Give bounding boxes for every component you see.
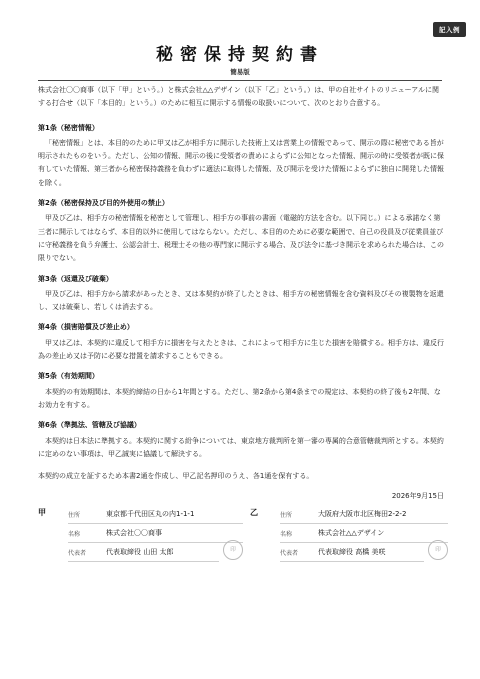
article-body: 「秘密情報」とは、本目的のために甲又は乙が相手方に開示した技術上又は営業上の情報であって、開示の際に秘密である旨が明示されたものをいう。ただし、公知の情報、開示の後に受領者の責めによらずに公知となった情報、開示の時に受領者が既に保有していた情報、第三者から秘密保持義務を負わずに適法に取得した情報、及び開示を受けた情報によらずに独自に開発した情報を除く。: [38, 138, 444, 187]
intro-paragraph: 株式会社〇〇商事（以下「甲」という。）と株式会社△△デザイン（以下「乙」という。）は、甲の自社サイトのリニューアルに関する打合せ（以下「本目的」という。）のために相互に開示する情報の取扱いについて、次のとおり合意する。: [38, 86, 440, 108]
field-underline: [280, 523, 448, 524]
field-underline: [280, 542, 448, 543]
party-b-name: 株式会社△△デザイン: [318, 529, 385, 537]
article-body: 本契約の有効期間は、本契約締結の日から1年間とする。ただし、第2条から第4条までの規定は、本契約の終了後も2年間、なお効力を有する。: [38, 387, 441, 409]
article-body: 甲又は乙は、本契約に違反して相手方に損害を与えたときは、これによって相手方に生じた損害を賠償する。相手方は、違反行為の差止め又は予防に必要な措置を請求することもできる。: [38, 338, 444, 361]
party-b-seal-mark: 印: [428, 540, 448, 560]
party-b-rep-row: [280, 545, 424, 562]
party-a-address: 東京都千代田区丸の内1-1-1: [106, 510, 195, 518]
article-body: 本契約は日本法に準拠する。本契約に関する紛争については、東京地方裁判所を第一審の専属的合意管轄裁判所とする。本契約に定めのない事項は、甲乙誠実に協議して解決する。: [38, 436, 444, 458]
party-a-rep: 代表取締役 山田 太郎: [106, 548, 174, 556]
name-label: 名称: [68, 531, 81, 538]
party-b-address-row: [280, 507, 448, 524]
contract-date: 2026年9月15日: [391, 492, 444, 501]
article-heading: 第1条（秘密情報）: [38, 123, 99, 132]
field-underline: [68, 561, 219, 562]
party-a-address-row: [68, 507, 243, 524]
party-a-block: [38, 507, 243, 567]
closing-statement: 本契約の成立を証するため本書2通を作成し、甲乙記名押印のうえ、各1通を保有する。: [38, 472, 314, 481]
party-b-mark: 乙: [250, 508, 258, 517]
article-5: [38, 370, 444, 412]
article-3: [38, 273, 444, 315]
party-b-rep: 代表取締役 高橋 美咲: [318, 548, 386, 556]
address-label: 住所: [68, 512, 81, 519]
document-subtitle: 簡易版: [230, 68, 250, 76]
field-underline: [68, 542, 243, 543]
article-body: 甲及び乙は、相手方から請求があったとき、又は本契約が終了したときは、相手方の秘密情報を含む資料及びその複製物を返還し、又は破棄し、若しくは消去する。: [38, 289, 444, 312]
party-a-name-row: [68, 526, 243, 543]
party-a-name: 株式会社〇〇商事: [106, 529, 162, 537]
article-6: [38, 419, 444, 461]
party-b-name-row: [280, 526, 448, 543]
rep-label: 代表者: [68, 550, 87, 557]
field-underline: [280, 561, 424, 562]
party-a-seal-mark: 印: [223, 540, 243, 560]
signature-section: [38, 507, 448, 567]
party-a-rep-row: [68, 545, 219, 562]
title-divider: [38, 80, 442, 81]
article-1: [38, 122, 444, 190]
address-label: 住所: [280, 512, 293, 519]
article-heading: 第5条（有効期間）: [38, 372, 99, 381]
sample-badge: 記入例: [433, 22, 466, 37]
document-title: 秘密保持契約書: [156, 45, 324, 65]
article-2: [38, 197, 444, 265]
article-body: 甲及び乙は、相手方の秘密情報を秘密として管理し、相手方の事前の書面（電磁的方法を含む。以下同じ。）による承諾なく第三者に開示してはならず、本目的以外に使用してはならない。ただし、本目的のために必要な範囲で、自己の役員及び従業員並びに守秘義務を負う弁護士、公認会計士、税理士その他の専門家に開示する場合、及び法令に基づき開示を求められた場合は、この限りでない。: [38, 214, 444, 263]
article-heading: 第4条（損害賠償及び差止め）: [38, 323, 134, 332]
article-4: [38, 321, 444, 363]
article-heading: 第6条（準拠法、管轄及び協議）: [38, 421, 141, 430]
document-body: [38, 84, 444, 504]
name-label: 名称: [280, 531, 293, 538]
field-underline: [68, 523, 243, 524]
article-heading: 第2条（秘密保持及び目的外使用の禁止）: [38, 199, 169, 208]
party-a-mark: 甲: [38, 508, 46, 517]
party-b-block: [250, 507, 448, 567]
article-heading: 第3条（返還及び破棄）: [38, 274, 113, 283]
rep-label: 代表者: [280, 550, 299, 557]
party-b-address: 大阪府大阪市北区梅田2-2-2: [318, 510, 407, 518]
